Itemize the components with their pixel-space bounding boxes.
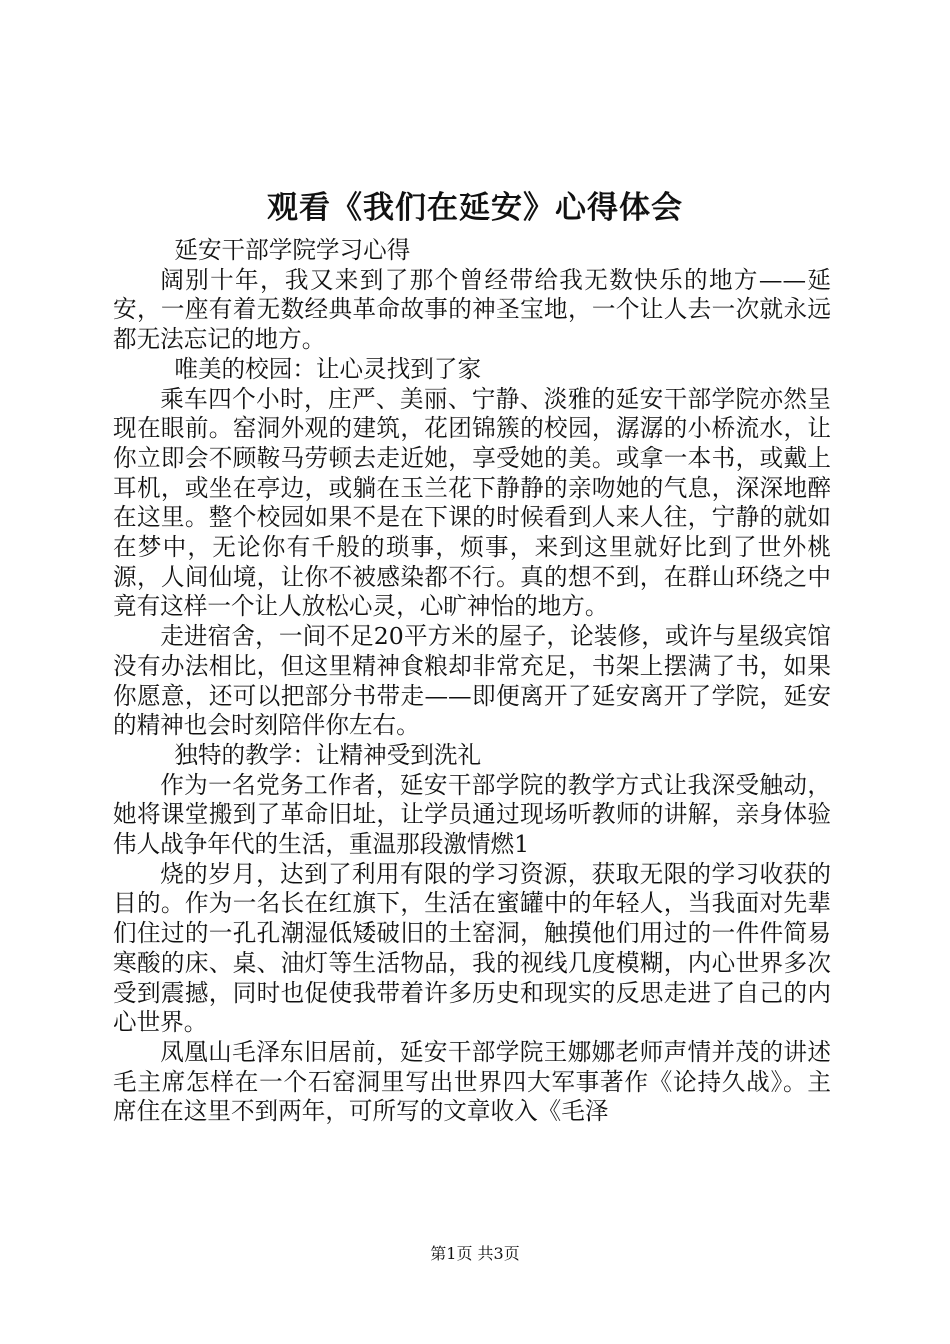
document-body [113,236,831,1127]
paragraph: 阔别十年，我又来到了那个曾经带给我无数快乐的地方——延安，一座有着无数经典革命故事的神圣宝地，一个让人去一次就永远都无法忘记的地方。 [113,265,831,354]
document-title: 观看《我们在延安》心得体会 [267,190,683,226]
paragraph: 作为一名党务工作者，延安干部学院的教学方式让我深受触动，她将课堂搬到了革命旧址，让学员通过现场听教师的讲解，亲身体验伟人战争年代的生活，重温那段激情燃1 [113,770,831,859]
paragraph: 走进宿舍，一间不足20平方米的屋子，论装修，或许与星级宾馆没有办法相比，但这里精神食粮却非常充足，书架上摆满了书，如果你愿意，还可以把部分书带走——即便离开了延安离开了学院，延安的精神也会时刻陪伴你左右。 [113,622,831,740]
page-number-footer: 第1页 共3页 [430,1244,520,1263]
section-heading: 独特的教学：让精神受到洗礼 [174,740,482,769]
paragraph: 烧的岁月，达到了利用有限的学习资源，获取无限的学习收获的目的。作为一名长在红旗下，生活在蜜罐中的年轻人，当我面对先辈们住过的一孔孔潮湿低矮破旧的土窑洞，触摸他们用过的一件件简易寒酸的床、桌、油灯等生活物品，我的视线几度模糊，内心世界多次受到震撼，同时也促使我带着许多历史和现实的反思走进了自己的内心世界。 [113,859,831,1037]
section-heading: 唯美的校园：让心灵找到了家 [174,354,482,383]
section-heading: 延安干部学院学习心得 [174,236,411,264]
paragraph: 凤凰山毛泽东旧居前，延安干部学院王娜娜老师声情并茂的讲述毛主席怎样在一个石窑洞里写出世界四大军事著作《论持久战》。主席住在这里不到两年，可所写的文章收入《毛泽 [113,1037,831,1126]
paragraph: 乘车四个小时，庄严、美丽、宁静、淡雅的延安干部学院亦然呈现在眼前。窑洞外观的建筑，花团锦簇的校园，潺潺的小桥流水，让你立即会不顾鞍马劳顿去走近她，享受她的美。或拿一本书，或戴上耳机，或坐在亭边，或躺在玉兰花下静静的亲吻她的气息，深深地醉在这里。整个校园如果不是在下课的时候看到人来人往，宁静的就如在梦中，无论你有千般的琐事，烦事，来到这里就好比到了世外桃源，人间仙境，让你不被感染都不行。真的想不到，在群山环绕之中竟有这样一个让人放松心灵，心旷神怡的地方。 [113,384,831,621]
